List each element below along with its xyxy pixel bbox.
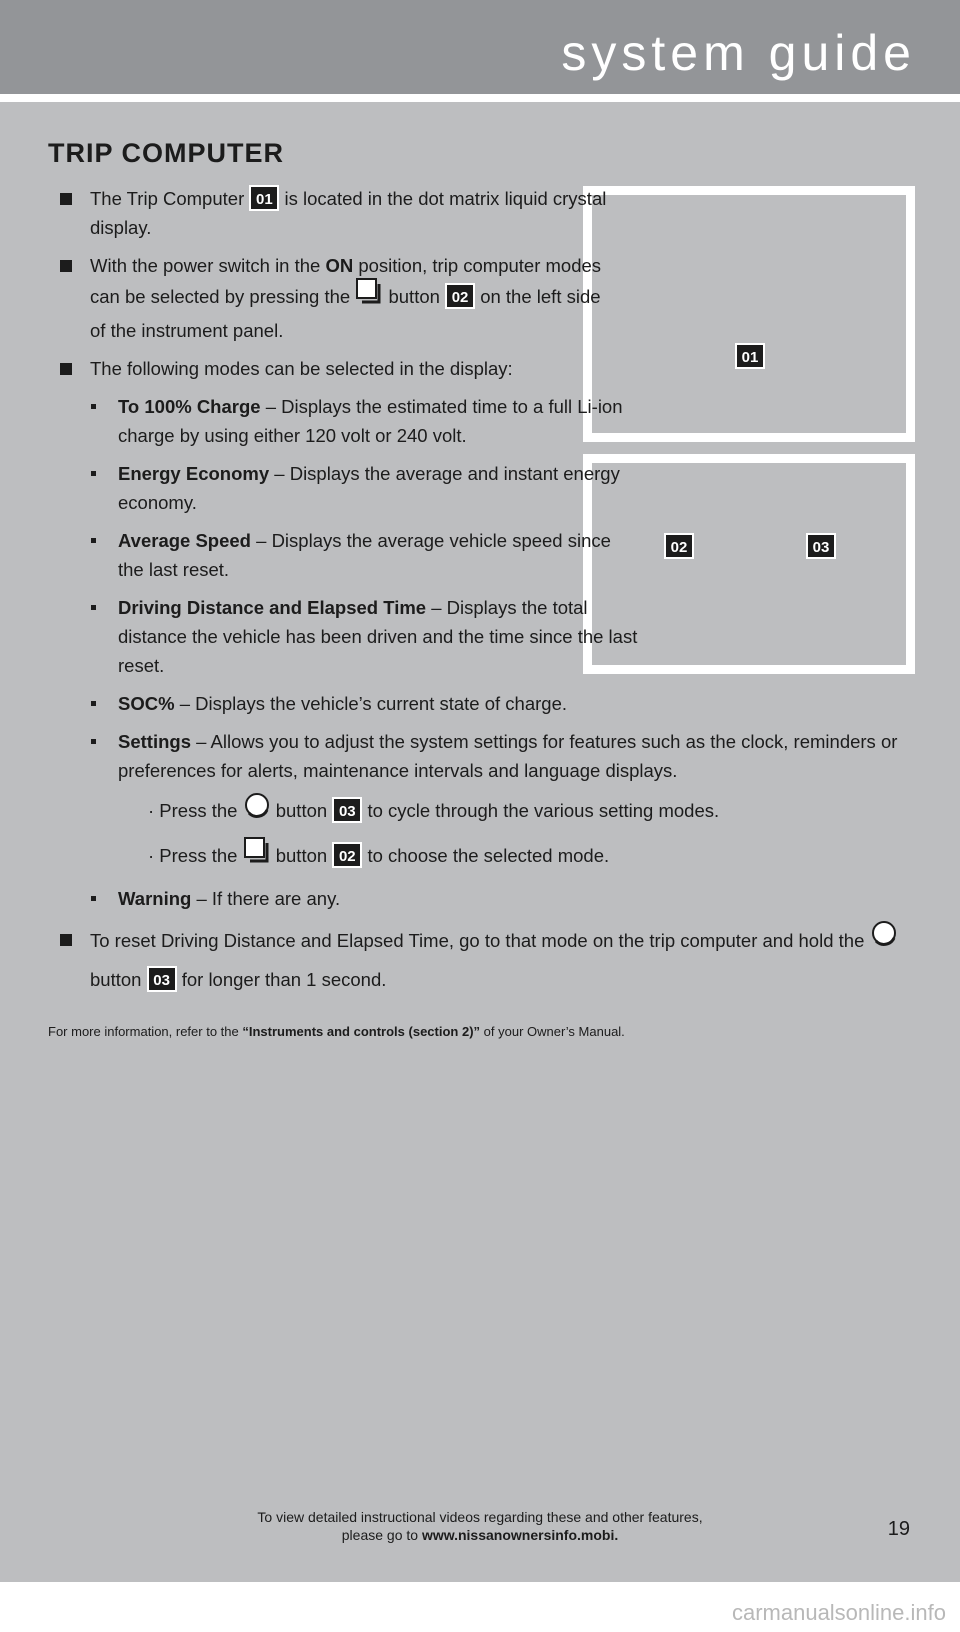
settings-step-cycle: · Press the button 03 to cycle through the various setting modes. [48,794,918,830]
round-button-icon [870,919,898,959]
bullet-square [60,260,72,272]
bullet-modes: The following modes can be selected in the display: [48,354,610,383]
callout-01: 01 [249,185,279,211]
callout-03: 03 [332,797,362,823]
bullet-square [60,934,72,946]
bullet-square [60,193,72,205]
bullet-intro: The Trip Computer 01 is located in the dot matrix liquid crystal display. [48,184,610,242]
mode-item: SOC% – Displays the vehicle’s current state of charge. [48,689,918,718]
bullet-power: With the power switch in the ON position, trip computer modes can be selected by pressing the button 02 on the left side of the instrument panel. [48,251,610,345]
mode-item: To 100% Charge – Displays the estimated time to a full Li-ion charge by using either 120 volt or 240 volt. [48,392,638,450]
mode-item: Average Speed – Displays the average vehicle speed since the last reset. [48,526,638,584]
on-position-label: ON [325,255,354,277]
footnote: For more information, refer to the “Instruments and controls (section 2)” of your Owner’s Manual. [48,1024,625,1039]
mode-item: Energy Economy – Displays the average and instant energy economy. [48,459,638,517]
watermark: carmanualsonline.info [731,1600,946,1625]
bullet-reset: To reset Driving Distance and Elapsed Time, go to that mode on the trip computer and hold the button 03 for longer than 1 second. [48,922,918,998]
square-display-icon [355,277,383,313]
bullet-dot [91,471,96,476]
manual-section-reference: “Instruments and controls (section 2)” [242,1024,481,1039]
mode-item: Warning – If there are any. [48,884,918,913]
bullet-square [60,363,72,375]
page-number: 19 [887,1518,910,1540]
callout-03: 03 [806,533,836,559]
trip-computer-content [48,184,918,1007]
bullet-dot [91,896,96,901]
bullet-dot [91,701,96,706]
settings-step-choose: · Press the button 02 to choose the selected mode. [48,839,918,875]
callout-03: 03 [147,966,177,992]
callout-02: 02 [664,533,694,559]
page-footer: To view detailed instructional videos regarding these and other features, please go to www.nissanownersinfo.mobi. [257,1509,703,1543]
header-divider [0,94,960,102]
page-header-title: system guide [561,25,916,81]
bullet-dot [91,739,96,744]
bullet-dot [91,538,96,543]
section-title: TRIP COMPUTER [48,138,285,168]
owners-info-link[interactable]: www.nissanownersinfo.mobi. [421,1527,619,1543]
bullet-dot [91,404,96,409]
bullet-dot [91,605,96,610]
mode-item: Settings – Allows you to adjust the system settings for features such as the clock, reminders or preferences for alerts, maintenance intervals and language displays. [48,727,918,785]
mode-item: Driving Distance and Elapsed Time – Displays the total distance the vehicle has been driven and the time since the last reset. [48,593,638,680]
callout-02: 02 [445,283,475,309]
callout-02: 02 [332,842,362,868]
square-display-icon [243,836,271,872]
round-button-icon [243,791,271,827]
callout-01: 01 [735,343,765,369]
